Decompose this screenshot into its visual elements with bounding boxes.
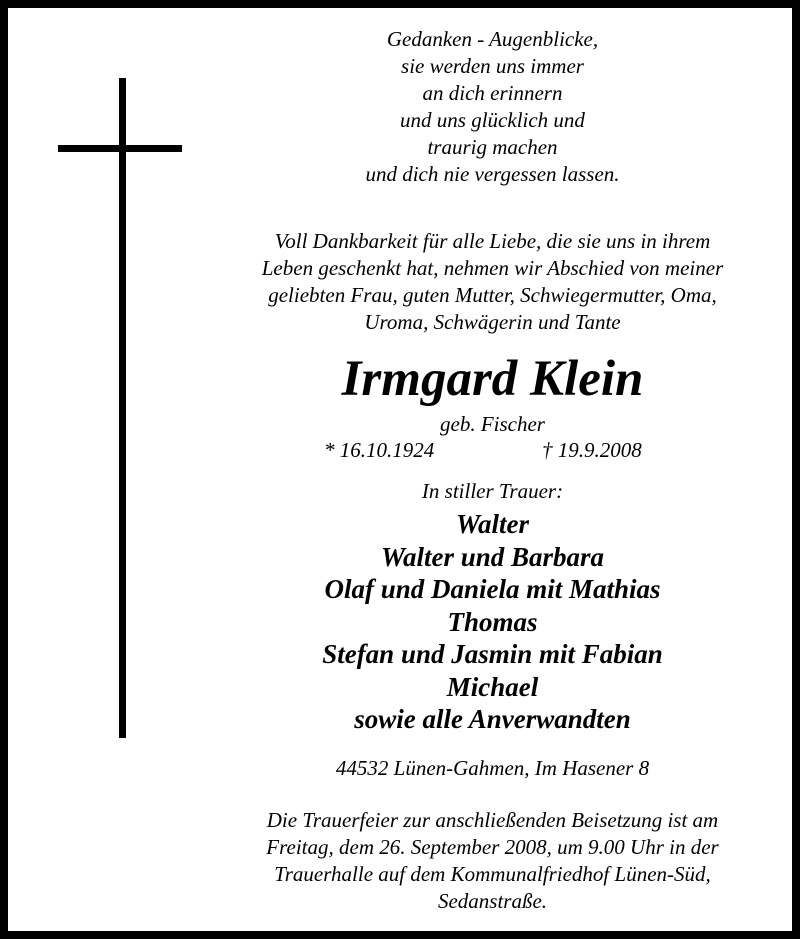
death-date: † 19.9.2008 [542,438,642,462]
service-line: Die Trauerfeier zur anschließenden Beisetzung ist am [266,808,719,832]
mourning-heading: In stiller Trauer: [421,479,564,503]
birth-date: * 16.10.1924 [324,438,435,462]
service-line: Trauerhalle auf dem Kommunalfriedhof Lünen-Süd, [274,862,711,886]
poem-line: traurig machen [427,135,558,159]
poem-line: an dich erinnern [422,81,563,105]
family-member: Michael [446,671,539,702]
family-member: Walter und Barbara [380,541,605,572]
address: 44532 Lünen-Gahmen, Im Hasener 8 [335,756,650,780]
poem-line: und dich nie vergessen lassen. [365,162,620,186]
service-info [210,807,775,915]
poem-line: Gedanken - Augenblicke, [386,27,599,51]
poem-line: sie werden uns immer [401,54,584,78]
birth-name: geb. Fischer [440,412,545,436]
family-member: Thomas [447,606,538,637]
poem-line: und uns glücklich und [400,108,585,132]
service-line: Freitag, dem 26. September 2008, um 9.00 Uhr in der [266,835,719,859]
intro-line: Voll Dankbarkeit für alle Liebe, die sie uns in ihrem [274,229,711,253]
intro-text [210,228,775,336]
poem [210,26,775,188]
cross-icon-crossbar [58,145,182,152]
family-member: Stefan und Jasmin mit Fabian [322,639,663,669]
intro-line: Leben geschenkt hat, nehmen wir Abschied von meiner [261,256,724,280]
family-member: sowie alle Anverwandten [354,704,631,734]
cross-icon [119,78,126,738]
intro-line: geliebten Frau, guten Mutter, Schwiegermutter, Oma, [268,283,717,307]
family-list [210,508,775,736]
deceased-name: Irmgard Klein [341,351,644,407]
intro-line: Uroma, Schwägerin und Tante [364,310,621,334]
service-line: Sedanstraße. [437,889,548,913]
family-member: Walter [456,509,529,539]
family-member: Olaf und Daniela mit Mathias [324,574,661,604]
